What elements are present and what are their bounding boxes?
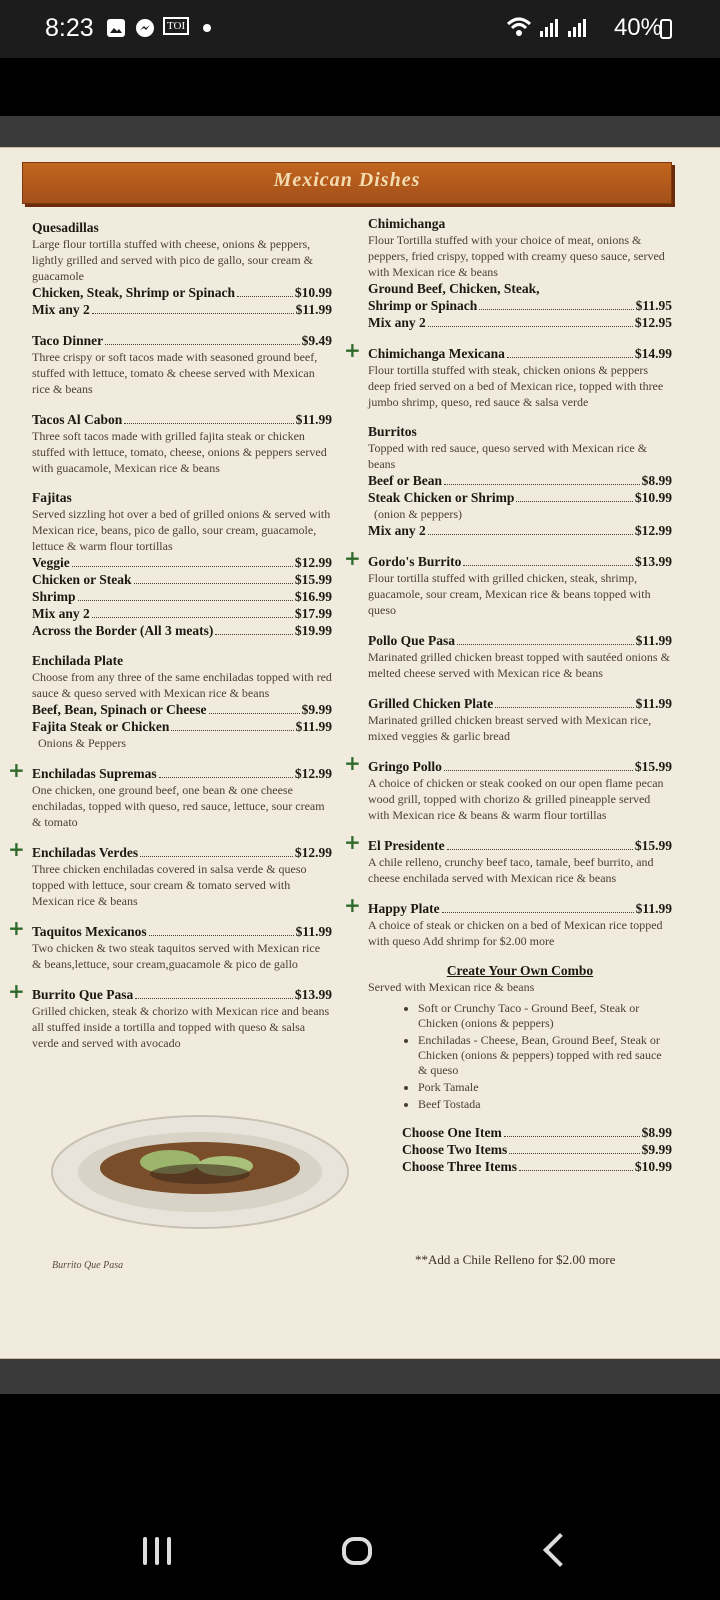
price-value: $11.99 [295,412,332,427]
price-value: $11.95 [635,298,672,313]
price-label: Pollo Que Pasa [368,633,455,648]
dot-leader [428,314,633,327]
price-label: Chimichanga Mexicana [368,346,505,361]
price-row [402,1124,672,1141]
dot-leader [509,1141,639,1154]
price-label: Choose Three Items [402,1159,517,1174]
price-row [32,605,332,622]
menu-item-pollo-que-pasa [368,632,672,681]
combo-title: Create Your Own Combo [446,963,594,978]
dot-leader [72,554,293,567]
price-label: Happy Plate [368,901,440,916]
plus-icon: + [344,830,361,854]
price-label: Mix any 2 [368,315,426,330]
price-row [368,489,672,506]
price-label: Grilled Chicken Plate [368,696,494,711]
menu-item-burritos [368,424,672,539]
nav-bar [0,1470,720,1600]
item-description: Flour tortilla stuffed with steak, chicken onions & peppers deep fried served on a bed of Mexican rice, topped with three jumbo shrimp, queso, red sauce & salsa verde [368,363,664,409]
combo-option: • Enchiladas - Cheese, Bean, Ground Beef, Steak or Chicken (onions & peppers) topped with red sauce & queso [418,1033,672,1078]
price-value: $10.99 [634,1159,672,1174]
section-title: Mexican Dishes [273,169,421,191]
dot-leader [444,758,633,771]
price-value: $17.99 [294,606,332,621]
right-column [344,216,672,1189]
dot-leader [463,553,633,566]
combo-section [368,963,672,1175]
dot-leader [519,1158,633,1171]
price-label: Mix any 2 [368,523,426,538]
price-label: Gringo Pollo [368,759,442,774]
item-description: Flour tortilla stuffed with grilled chicken, steak, shrimp, guacamole, sour cream, Mexican rice & beans topped with queso [368,571,651,617]
item-title: Quesadillas [32,220,99,235]
signal-2-icon [566,18,588,38]
dot-leader [140,844,293,857]
price-value: $14.99 [634,346,672,361]
price-row [32,571,332,588]
item-title: Enchilada Plate [32,653,124,668]
menu-item-gringo-pollo [344,751,672,823]
menu-item-taco [32,332,332,397]
combo-option: • Beef Tostada [418,1097,672,1112]
price-value: $8.99 [641,473,672,488]
left-column [8,220,332,1065]
price-row [402,1141,672,1158]
price-label: Mix any 2 [32,302,90,317]
combo-prices [368,1114,672,1175]
price-value: $19.99 [294,623,332,638]
item-description: Flour Tortilla stuffed with your choice of meat, onions & peppers, fried crispy, topped with creamy queso sauce, served with Mexican rice & beans [368,233,665,279]
price-row [32,588,332,605]
item-description: Marinated grilled chicken breast topped with sautéed onions & melted cheese served with Mexican rice & beans [368,650,670,680]
combo-option: • Soft or Crunchy Taco - Ground Beef, Steak or Chicken (onions & peppers) [418,1001,672,1031]
price-label: El Presidente [368,838,445,853]
price-value: $11.99 [635,696,672,711]
price-row [32,622,332,639]
price-label: Shrimp [32,589,76,604]
price-label: Fajita Steak or Chicken [32,719,170,734]
item-description: Three soft tacos made with grilled fajita steak or chicken stuffed with lettuce, tomato, cheese, onions & peppers served with guacamole, Mexican rice & beans [32,429,327,475]
price-row [32,701,332,718]
item-description: One chicken, one ground beef, one bean & one cheese enchiladas, topped with queso, red sauce, lettuce, sour cream & tomato [32,783,325,829]
item-description: Large flour tortilla stuffed with cheese, onions & peppers, lightly grilled and served with pico de gallo, sour cream & guacamole [32,237,313,283]
plus-icon: + [344,751,361,775]
price-value: $11.99 [295,302,332,317]
menu-item-chimichanga [368,216,672,331]
dot-leader [442,900,634,913]
dot-leader [457,632,634,645]
battery-percent: 40% [613,14,662,41]
dot-leader [447,837,633,850]
price-row [402,1158,672,1175]
menu-item-quesadillas [32,220,332,318]
price-value: $13.99 [294,987,332,1002]
signal-icon [538,18,560,38]
combo-options [388,1001,672,1112]
combo-note: **Add a Chile Relleno for $2.00 more [415,1252,616,1267]
menu-item-tacos-al-carbon [32,411,332,476]
dot-leader [105,332,299,345]
home-button[interactable] [342,1537,372,1565]
item-description: Three chicken enchiladas covered in salsa verde & queso topped with lettuce, sour cream & tomato served with Mexican rice & beans [32,862,307,908]
price-label: Enchiladas Supremas [32,766,157,781]
combo-subtitle: Served with Mexican rice & beans [368,980,535,994]
plus-icon: + [8,916,25,940]
dot-leader [479,297,633,310]
price-label: Mix any 2 [32,606,90,621]
plus-icon: + [344,546,361,570]
price-value: $12.99 [294,766,332,781]
plus-icon: + [8,837,25,861]
menu-item-burrito-que-pasa [8,979,332,1051]
combo-option: • Pork Tamale [418,1080,672,1095]
item-description: A choice of chicken or steak cooked on our open flame pecan wood grill, topped with chorizo & grilled pineapple served with Mexican rice & beans & warm flour tortillas [368,776,664,822]
price-row [32,411,332,428]
item-note: (onion & peppers) [374,507,462,521]
item-description: A choice of steak or chicken on a bed of Mexican rice topped with queso Add shrimp for $2.00 more [368,918,663,948]
dot-leader [444,472,640,485]
price-value: $11.99 [635,901,672,916]
wifi-icon [506,16,532,38]
status-bar [0,0,720,58]
messenger-icon [135,18,155,38]
price-value: $12.99 [294,555,332,570]
menu-item-fajitas [32,490,332,639]
dot-leader [124,411,293,424]
price-value: $15.99 [634,838,672,853]
price-row [368,280,672,297]
burrito-photo [50,1110,350,1230]
price-value: $8.99 [641,1125,672,1140]
item-title: Fajitas [32,490,72,505]
dot-leader [516,489,632,502]
price-label: Beef, Bean, Spinach or Cheese [32,702,207,717]
price-row [368,900,672,917]
dot-leader [237,284,293,297]
price-value: $11.99 [295,924,332,939]
price-value: $12.99 [294,845,332,860]
price-row [32,923,332,940]
menu-item-grilled-chicken-plate [368,695,672,744]
plus-icon: + [344,338,361,362]
price-label: Enchiladas Verdes [32,845,139,860]
price-row [32,301,332,318]
price-label: Ground Beef, Chicken, Steak, [368,281,540,296]
menu-item-taquitos [8,916,332,972]
price-label: Chicken or Steak [32,572,132,587]
price-value: $15.99 [634,759,672,774]
photo-caption: Burrito Que Pasa [52,1260,124,1271]
item-description: Topped with red sauce, queso served with Mexican rice & beans [368,441,648,471]
item-description: A chile relleno, crunchy beef taco, tamale, beef burrito, and cheese enchilada served with Mexican rice & beans [368,855,654,885]
price-label: Taquitos Mexicanos [32,924,147,939]
item-title: Burritos [368,424,417,439]
price-row [32,718,332,735]
dot-leader [134,571,293,584]
dot-leader [159,765,293,778]
menu-page [0,148,720,1358]
dot-leader [92,301,294,314]
status-time: 8:23 [45,14,94,42]
price-value: $9.49 [301,333,332,348]
item-description: Served sizzling hot over a bed of grilled onions & served with Mexican rice, beans, pico de gallo, sour cream, guacamole, lettuce & warm flour tortillas [32,507,331,553]
price-value: $13.99 [634,554,672,569]
menu-item-gordos-burrito [344,546,672,618]
price-value: $12.99 [634,523,672,538]
dot-leader [507,345,633,358]
notification-dot-icon [202,23,212,33]
menu-item-enchiladas-verdes [8,837,332,909]
dot-leader [135,986,293,999]
price-value: $10.99 [634,490,672,505]
price-row [368,632,672,649]
gallery-icon [106,18,126,38]
recent-apps-button[interactable] [143,1537,179,1570]
price-row [368,758,672,775]
price-label: Taco Dinner [32,333,104,348]
price-label: Steak Chicken or Shrimp [368,490,515,505]
price-value: $9.99 [301,702,332,717]
price-label: Beef or Bean [368,473,442,488]
price-value: $10.99 [294,285,332,300]
dot-leader [504,1124,640,1137]
dot-leader [149,923,294,936]
dot-leader [495,695,633,708]
item-note: Onions & Peppers [38,736,126,750]
dot-leader [92,605,293,618]
price-row [32,986,332,1003]
menu-item-enchiladas-supremas [8,758,332,830]
price-label: Veggie [32,555,70,570]
price-value: $11.99 [295,719,332,734]
price-row [32,332,332,349]
dot-leader [428,522,633,535]
price-value: $9.99 [641,1142,672,1157]
price-row [368,837,672,854]
item-description: Two chicken & two steak taquitos served with Mexican rice & beans,lettuce, sour cream,guacamole & pico de gallo [32,941,321,971]
price-row [368,314,672,331]
item-description: Marinated grilled chicken breast served with Mexican rice, mixed veggies & garlic bread [368,713,652,743]
item-description: Three crispy or soft tacos made with seasoned ground beef, stuffed with lettuce, tomato & cheese served with Mexican rice & beans [32,350,318,396]
price-row [368,695,672,712]
menu-item-enchilada-plate [32,653,332,751]
price-label: Choose One Item [402,1125,502,1140]
price-label: Tacos Al Cabon [32,412,123,427]
dot-leader [78,588,293,601]
price-row [32,765,332,782]
price-row [32,284,332,301]
section-banner [22,162,672,204]
price-label: Across the Border (All 3 meats) [32,623,214,638]
price-label: Burrito Que Pasa [32,987,134,1002]
price-row [32,844,332,861]
price-row [368,522,672,539]
price-value: $15.99 [294,572,332,587]
price-value: $11.99 [635,633,672,648]
dot-leader [209,701,300,714]
price-label: Chicken, Steak, Shrimp or Spinach [32,285,236,300]
price-label: Shrimp or Spinach [368,298,478,313]
dot-leader [171,718,293,731]
price-row [368,345,672,362]
item-title: Chimichanga [368,216,446,231]
dot-leader [215,622,293,635]
plus-icon: + [8,758,25,782]
plus-icon: + [344,893,361,917]
price-value: $12.95 [634,315,672,330]
price-row [32,554,332,571]
price-row [368,553,672,570]
plus-icon: + [8,979,25,1003]
menu-item-el-presidente [344,830,672,886]
price-label: Choose Two Items [402,1142,508,1157]
price-row [368,472,672,489]
item-description: Grilled chicken, steak & chorizo with Mexican rice and beans all stuffed inside a tortilla and topped with queso & salsa verde and served with avocado [32,1004,330,1050]
battery-icon [660,19,672,39]
menu-item-chimichanga-mexicana [344,338,672,410]
toi-app-icon: TOI [163,17,189,35]
item-description: Choose from any three of the same enchiladas topped with red sauce & queso served with Mexican rice & beans [32,670,332,700]
price-row [368,297,672,314]
price-label: Gordo's Burrito [368,554,462,569]
menu-item-happy-plate [344,893,672,949]
price-value: $16.99 [294,589,332,604]
